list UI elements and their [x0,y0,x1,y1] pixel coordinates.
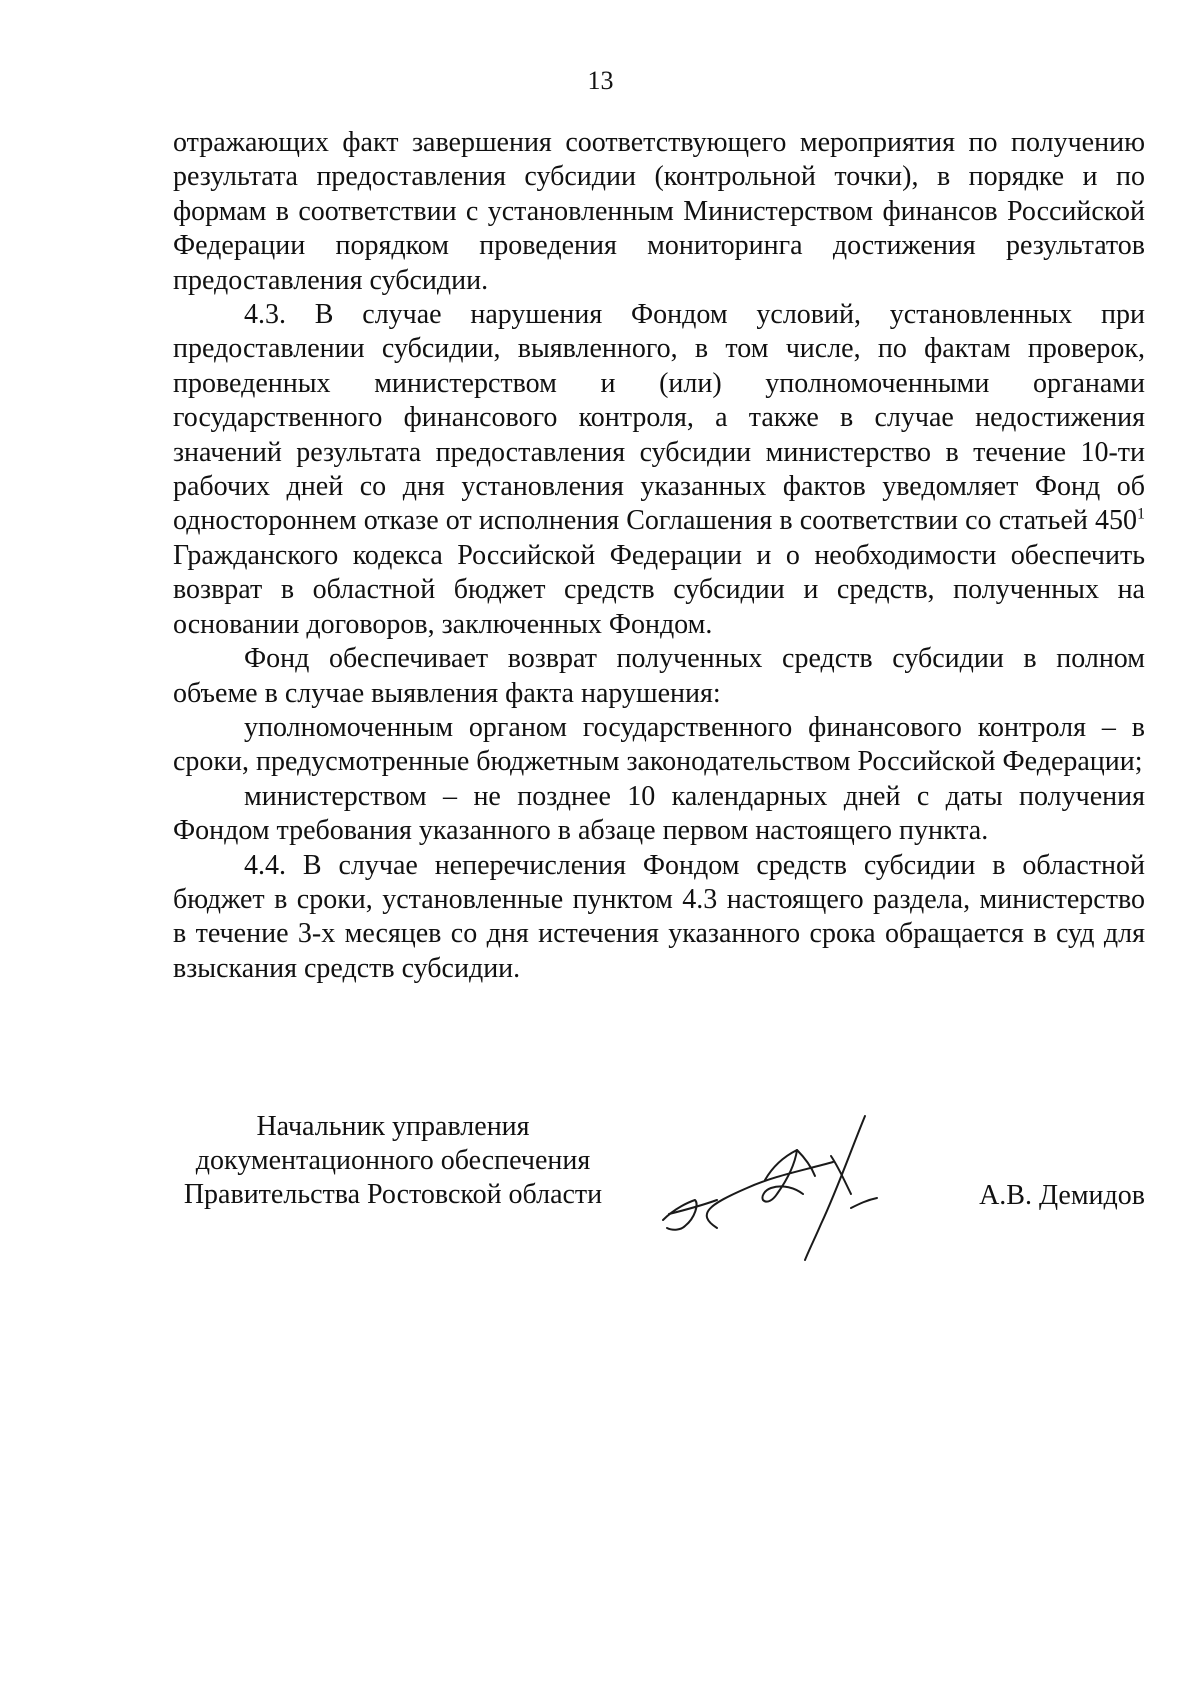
signatory-title-line: Правительства Ростовской области [183,1179,603,1210]
paragraph-text: 4.3. В случае нарушения Фондом условий, установленных при предоставлении субсидии, выявленного, в том числе, по фактам проверок, проведенных министерством и (или) уполномоченными органами государственного финансового контроля, а также в случае недостижения значений результата предоставления субсидии министерство в течение 10-ти рабочих дней со дня установления указанных фактов уведомляет Фонд об одностороннем отказе от исполнения Соглашения в соответствии со статьей 450 [173,299,1145,537]
paragraph [173,126,1145,298]
handwritten-signature [655,1104,945,1264]
signatory-title-line: Начальник управления [256,1111,530,1142]
paragraph [173,849,1145,987]
signatory-title-line: документационного обеспечения [195,1145,591,1176]
paragraph-text: 4.4. В случае неперечисления Фондом средств субсидии в областной бюджет в сроки, установленные пунктом 4.3 настоящего раздела, министерство в течение 3-х месяцев со дня истечения указанного срока обращается в суд для взыскания средств субсидии. [173,849,1145,984]
paragraph-text: отражающих факт завершения соответствующего мероприятия по получению результата предоставления субсидии (контрольной точки), в порядке и по формам в соответствии с установленным Министерством финансов Российской Федерации порядком проведения мониторинга достижения результатов предоставления субсидии. [173,127,1145,296]
paragraph-text: уполномоченным органом государственного финансового контроля – в сроки, предусмотренные бюджетным законодательством Российской Федерации; [173,711,1145,778]
paragraph-text: министерством – не позднее 10 календарных дней с даты получения Фондом требования указанного в абзаце первом настоящего пункта. [173,780,1145,847]
paragraph-text: Гражданского кодекса Российской Федерации и о необходимости обеспечить возврат в областной бюджет средств субсидии и средств, полученных на основании договоров, заключенных Фондом. [173,539,1145,640]
paragraph [173,780,1145,849]
signatory-title [173,1110,613,1212]
paragraph [173,298,1145,642]
paragraph [173,642,1145,711]
paragraph [173,711,1145,780]
superscript: 1 [1137,506,1145,524]
body-text [173,126,1145,986]
paragraph-text: Фонд обеспечивает возврат полученных средств субсидии в полном объеме в случае выявления факта нарушения: [173,643,1145,709]
page-number: 13 [587,66,614,95]
signature-block [173,1110,1145,1260]
signatory-name: А.В. Демидов [979,1180,1145,1211]
